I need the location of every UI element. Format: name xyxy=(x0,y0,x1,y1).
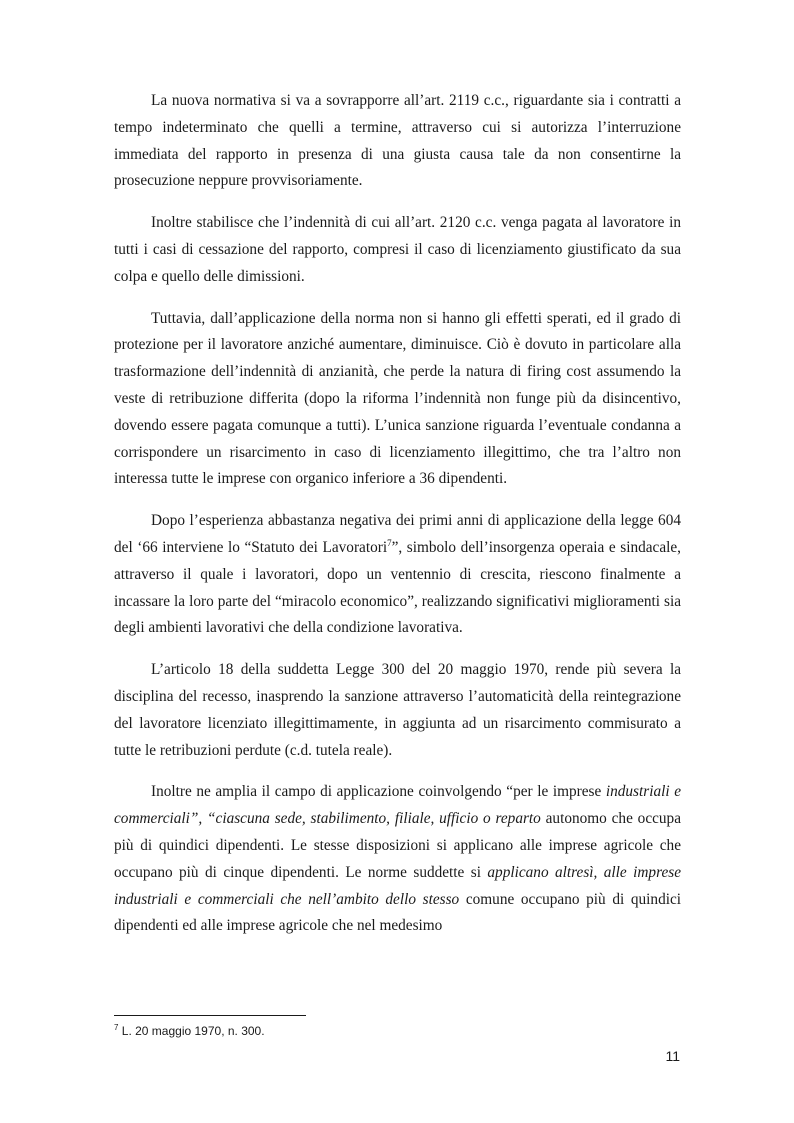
paragraph-2: Inoltre stabilisce che l’indennità di cui all’art. 2120 c.c. venga pagata al lavoratore in tutti i casi di cessazione del rapporto, compresi il caso di licenziamento giustificato da sua colpa e quello delle dimissioni. xyxy=(114,214,681,285)
paragraph-5: L’articolo 18 della suddetta Legge 300 del 20 maggio 1970, rende più severa la disciplina del recesso, inasprendo la sanzione attraverso l’automaticità della reintegrazione del lavoratore licenziato illegittimamente, in aggiunta ad un risarcimento commisurato a tutte le retribuzioni perdute (c.d. tutela reale). xyxy=(114,661,681,759)
footnote-reference[interactable]: 7 xyxy=(387,537,392,548)
footnote xyxy=(114,1024,265,1038)
body-text xyxy=(114,88,681,955)
paragraph-4 xyxy=(114,508,681,642)
paragraph-3: Tuttavia, dall’applicazione della norma non si hanno gli effetti sperati, ed il grado di protezione per il lavoratore anziché aumentare, diminuisce. Ciò è dovuto in particolare alla trasformazione dell’indennità di anzianità, che perde la natura di firing cost assumendo la veste di retribuzione differita (dopo la riforma l’indennità non funge più da disincentivo, dovendo essere pagata comunque a tutti). L’unica sanzione riguarda l’eventuale condanna a corrispondere un risarcimento in caso di licenziamento illegittimo, che tra l’altro non interessa tutte le imprese con organico inferiore a 36 dipendenti. xyxy=(114,309,681,488)
paragraph-1: La nuova normativa si va a sovrapporre all’art. 2119 c.c., riguardante sia i contratti a tempo indeterminato che quelli a termine, attraverso cui si autorizza l’interruzione immediata del rapporto in presenza di una giusta causa tale da non consentirne la prosecuzione neppure provvisoriamente. xyxy=(114,92,681,190)
paragraph-4-text-a: Dopo l’esperienza abbastanza negativa dei primi anni di applicazione della legge 604 del ‘66 interviene lo “Statuto dei Lavoratori xyxy=(114,512,681,556)
footnote-divider xyxy=(114,1015,306,1016)
paragraph-6-italic-quote: industriali e commerciali”, “ciascuna sede, stabilimento, filiale, ufficio o reparto xyxy=(114,783,681,828)
paragraph-6-text-e: comune occupano più di quindici dipendenti ed alle imprese agricole che nel medesimo xyxy=(114,890,682,935)
paragraph-6-text-c: autonomo che occupa più di quindici dipendenti. Le stesse disposizioni si applicano alle imprese agricole che occupano più di cinque dipendenti. Le norme suddette si xyxy=(114,810,681,881)
footnote-text: L. 20 maggio 1970, n. 300. xyxy=(118,1024,265,1038)
paragraph-4-text-b: ”, simbolo dell’insorgenza operaia e sindacale, attraverso il quale i lavoratori, dopo un ventennio di crescita, riescono finalmente a incassare la loro parte del “miracolo economico”, realizzando significativi miglioramenti sia degli ambienti lavorativi che della condizione lavorativa. xyxy=(114,538,681,637)
paragraph-6-italic-clause: applicano altresì, alle imprese industriali e commerciali che nell’ambito dello stesso xyxy=(114,863,681,908)
page-number: 11 xyxy=(665,1048,680,1064)
footnote-marker: 7 xyxy=(114,1023,119,1032)
paragraph-6-text-a: Inoltre ne amplia il campo di applicazione coinvolgendo “per le imprese xyxy=(151,783,606,801)
paragraph-6 xyxy=(114,779,681,940)
